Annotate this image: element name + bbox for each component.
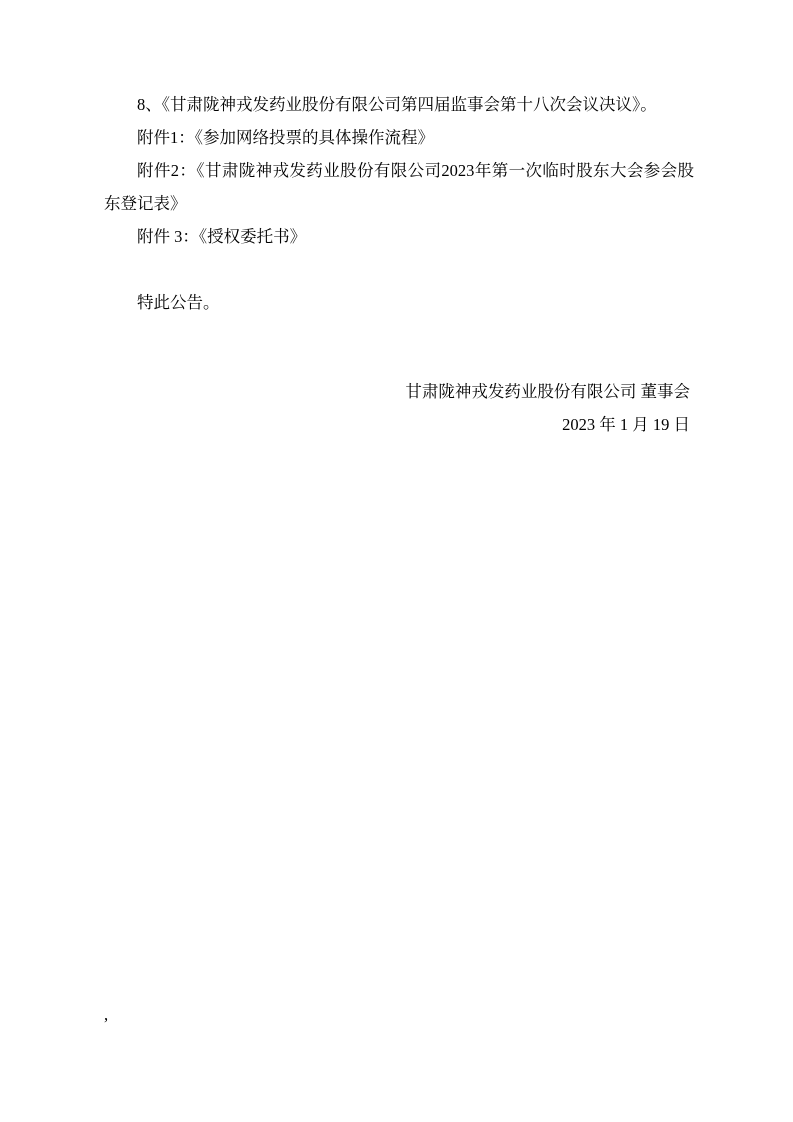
closing-statement: 特此公告。 (137, 293, 220, 312)
paragraph-spacer (104, 253, 694, 286)
attachment-1: 附件1：《参加网络投票的具体操作流程》 (137, 128, 434, 147)
signature-block (104, 375, 694, 441)
stray-punctuation-mark: , (104, 1005, 109, 1024)
attachment-3: 附件 3：《授权委托书》 (137, 227, 307, 246)
signature-date: 2023 年 1 月 19 日 (562, 415, 690, 434)
signature-company: 甘肃陇神戎发药业股份有限公司 董事会 (405, 382, 690, 401)
attachment-2: 附件2：《甘肃陇神戎发药业股份有限公司2023年第一次临时股东大会参会股东登记表》 (104, 161, 694, 213)
list-item-8: 8、《甘肃陇神戎发药业股份有限公司第四届监事会第十八次会议决议》。 (137, 95, 657, 114)
document-body (104, 88, 694, 319)
